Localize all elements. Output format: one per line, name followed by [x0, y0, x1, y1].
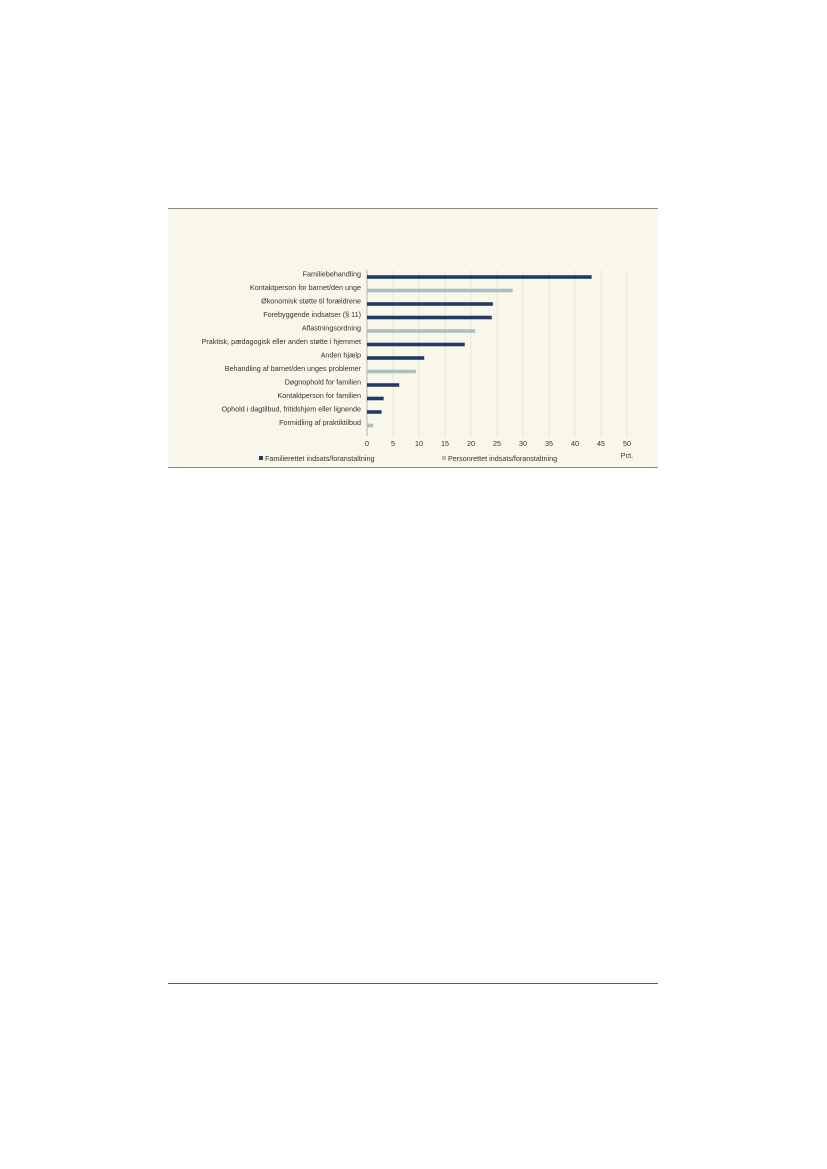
x-tick-label: 10	[415, 439, 423, 448]
category-labels	[202, 270, 362, 428]
bar	[367, 424, 373, 428]
category-label: Økonomisk støtte til forældrene	[261, 296, 361, 306]
bar	[367, 356, 424, 360]
x-tick-label: 0	[365, 439, 369, 448]
bar	[367, 383, 399, 387]
legend	[259, 454, 557, 463]
legend-swatch	[259, 456, 263, 460]
bar	[367, 410, 382, 414]
category-label: Formidling af praktiktilbud	[279, 418, 361, 427]
legend-label: Familierettet indsats/foranstaltning	[265, 454, 375, 463]
category-label: Forebyggende indsatser (§ 11)	[263, 310, 361, 319]
x-tick-label: 30	[519, 439, 527, 448]
category-label: Kontaktperson for barnet/den unge	[249, 283, 361, 292]
grid-lines	[393, 270, 627, 436]
category-label: Kontaktperson for familien	[277, 391, 361, 400]
x-tick-label: 40	[571, 439, 579, 448]
x-tick-label: 35	[545, 439, 553, 448]
bar	[367, 289, 513, 293]
x-tick-labels	[365, 439, 631, 448]
x-axis-label: Pct.	[620, 451, 634, 460]
category-label: Behandling af barnet/den unges problemer	[224, 364, 361, 373]
x-tick-label: 20	[467, 439, 475, 448]
category-label: Anden hjælp	[320, 350, 361, 360]
x-tick-label: 15	[441, 439, 449, 448]
bar	[367, 316, 492, 320]
category-label: Familiebehandling	[302, 269, 361, 279]
x-tick-label: 45	[597, 439, 605, 448]
bar	[367, 275, 592, 279]
x-tick-label: 5	[391, 439, 395, 448]
x-tick-label: 50	[623, 439, 631, 448]
category-label: Aflastningsordning	[301, 323, 361, 333]
bar	[367, 397, 384, 401]
bar	[367, 370, 416, 374]
bar	[367, 302, 493, 306]
category-label: Ophold i dagtilbud, fritidshjem eller lignende	[221, 404, 361, 414]
bar	[367, 329, 475, 333]
bar	[367, 343, 465, 347]
bars	[367, 275, 592, 427]
category-label: Praktisk, pædagogisk eller anden støtte i hjemmet	[201, 337, 361, 346]
legend-swatch	[442, 456, 446, 460]
legend-label: Personrettet indsats/foranstaltning	[448, 454, 558, 463]
x-tick-label: 25	[493, 439, 501, 448]
category-label: Døgnophold for familien	[284, 377, 361, 387]
